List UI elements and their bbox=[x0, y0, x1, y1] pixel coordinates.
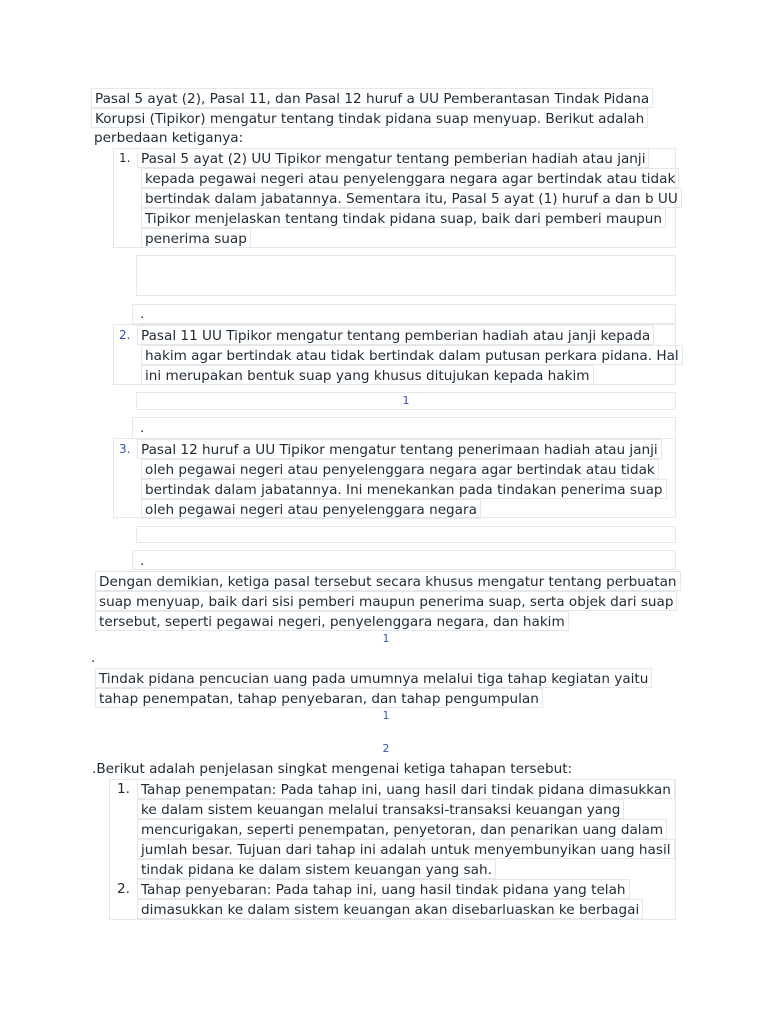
list-item-2-line-3: ini merupakan bentuk suap yang khusus ditujukan kepada hakim bbox=[141, 365, 594, 385]
money-laundering-line-2: tahap penempatan, tahap penyebaran, dan tahap pengumpulan bbox=[95, 688, 543, 708]
list-item-3-line-4: oleh pegawai negeri atau penyelenggara negara bbox=[141, 499, 481, 519]
list-item-3-line-3: bertindak dalam jabatannya. Ini menekankan pada tindakan penerima suap bbox=[141, 479, 667, 499]
stage-1-line-2: ke dalam sistem keuangan melalui transaksi-transaksi keuangan yang bbox=[137, 799, 624, 819]
conclusion-line-2: suap menyuap, baik dari sisi pemberi maupun penerima suap, serta objek dari suap bbox=[95, 591, 677, 611]
stage-1-line-1: Tahap penempatan: Pada tahap ini, uang hasil dari tindak pidana dimasukkan bbox=[137, 779, 675, 799]
intro-line-3: perbedaan ketiganya: bbox=[94, 130, 244, 146]
money-laundering-footnote-ref-2[interactable]: 2 bbox=[382, 742, 390, 755]
list-item-2-trail: . bbox=[140, 420, 145, 436]
list-item-1-footnote-box bbox=[136, 255, 676, 296]
stages-intro: .Berikut adalah penjelasan singkat mengenai ketiga tahapan tersebut: bbox=[92, 761, 573, 777]
list-item-1-number: 1. bbox=[119, 151, 131, 165]
list-item-1-line-1: Pasal 5 ayat (2) UU Tipikor mengatur tentang pemberian hadiah atau janji bbox=[137, 148, 649, 168]
list-item-3-trail: . bbox=[140, 553, 145, 569]
list-item-3-line-1: Pasal 12 huruf a UU Tipikor mengatur tentang penerimaan hadiah atau janji bbox=[137, 439, 662, 459]
list-item-3-number: 3. bbox=[119, 442, 131, 456]
stage-2-number: 2. bbox=[117, 881, 130, 897]
list-item-1-trail-box bbox=[132, 304, 676, 324]
list-item-1-line-2: kepada pegawai negeri atau penyelenggara negara agar bertindak atau tidak bbox=[141, 168, 679, 188]
list-item-2-trail-box bbox=[132, 417, 676, 439]
stage-1-line-5: tindak pidana ke dalam sistem keuangan yang sah. bbox=[137, 859, 496, 879]
intro-line-2: Korupsi (Tipikor) mengatur tentang tindak pidana suap menyuap. Berikut adalah bbox=[91, 108, 648, 128]
list-item-2-footnote-ref[interactable]: 1 bbox=[402, 394, 410, 407]
list-item-3-footnote-box bbox=[136, 526, 676, 543]
list-item-1-line-5: penerima suap bbox=[141, 228, 251, 248]
conclusion-line-3: tersebut, seperti pegawai negeri, penyelenggara negara, dan hakim bbox=[95, 611, 569, 631]
stage-1-number: 1. bbox=[117, 781, 130, 797]
list-item-1-trail: . bbox=[140, 306, 145, 322]
list-item-2-number: 2. bbox=[119, 328, 131, 342]
money-laundering-line-1: Tindak pidana pencucian uang pada umumnya melalui tiga tahap kegiatan yaitu bbox=[95, 668, 652, 688]
list-item-2-line-1: Pasal 11 UU Tipikor mengatur tentang pemberian hadiah atau janji kepada bbox=[137, 325, 654, 345]
money-laundering-footnote-ref-1[interactable]: 1 bbox=[382, 709, 390, 722]
stage-2-line-2: dimasukkan ke dalam sistem keuangan akan disebarluaskan ke berbagai bbox=[137, 899, 643, 919]
list-item-1-line-4: Tipikor menjelaskan tentang tindak pidana suap, baik dari pemberi maupun bbox=[141, 208, 666, 228]
conclusion-trail: . bbox=[91, 650, 96, 666]
list-item-1-line-3: bertindak dalam jabatannya. Sementara itu, Pasal 5 ayat (1) huruf a dan b UU bbox=[141, 188, 682, 208]
list-item-3-line-2: oleh pegawai negeri atau penyelenggara negara agar bertindak atau tidak bbox=[141, 459, 659, 479]
list-item-3-trail-box bbox=[132, 550, 676, 570]
intro-line-1: Pasal 5 ayat (2), Pasal 11, dan Pasal 12 huruf a UU Pemberantasan Tindak Pidana bbox=[91, 88, 653, 108]
stage-1-line-4: jumlah besar. Tujuan dari tahap ini adalah untuk menyembunyikan uang hasil bbox=[137, 839, 675, 859]
stage-2-line-1: Tahap penyebaran: Pada tahap ini, uang hasil tindak pidana yang telah bbox=[137, 879, 630, 899]
stage-1-line-3: mencurigakan, seperti penempatan, penyetoran, dan penarikan uang dalam bbox=[137, 819, 667, 839]
list-item-2-line-2: hakim agar bertindak atau tidak bertindak dalam putusan perkara pidana. Hal bbox=[141, 345, 683, 365]
conclusion-footnote-ref[interactable]: 1 bbox=[382, 632, 390, 645]
conclusion-line-1: Dengan demikian, ketiga pasal tersebut secara khusus mengatur tentang perbuatan bbox=[95, 571, 681, 591]
